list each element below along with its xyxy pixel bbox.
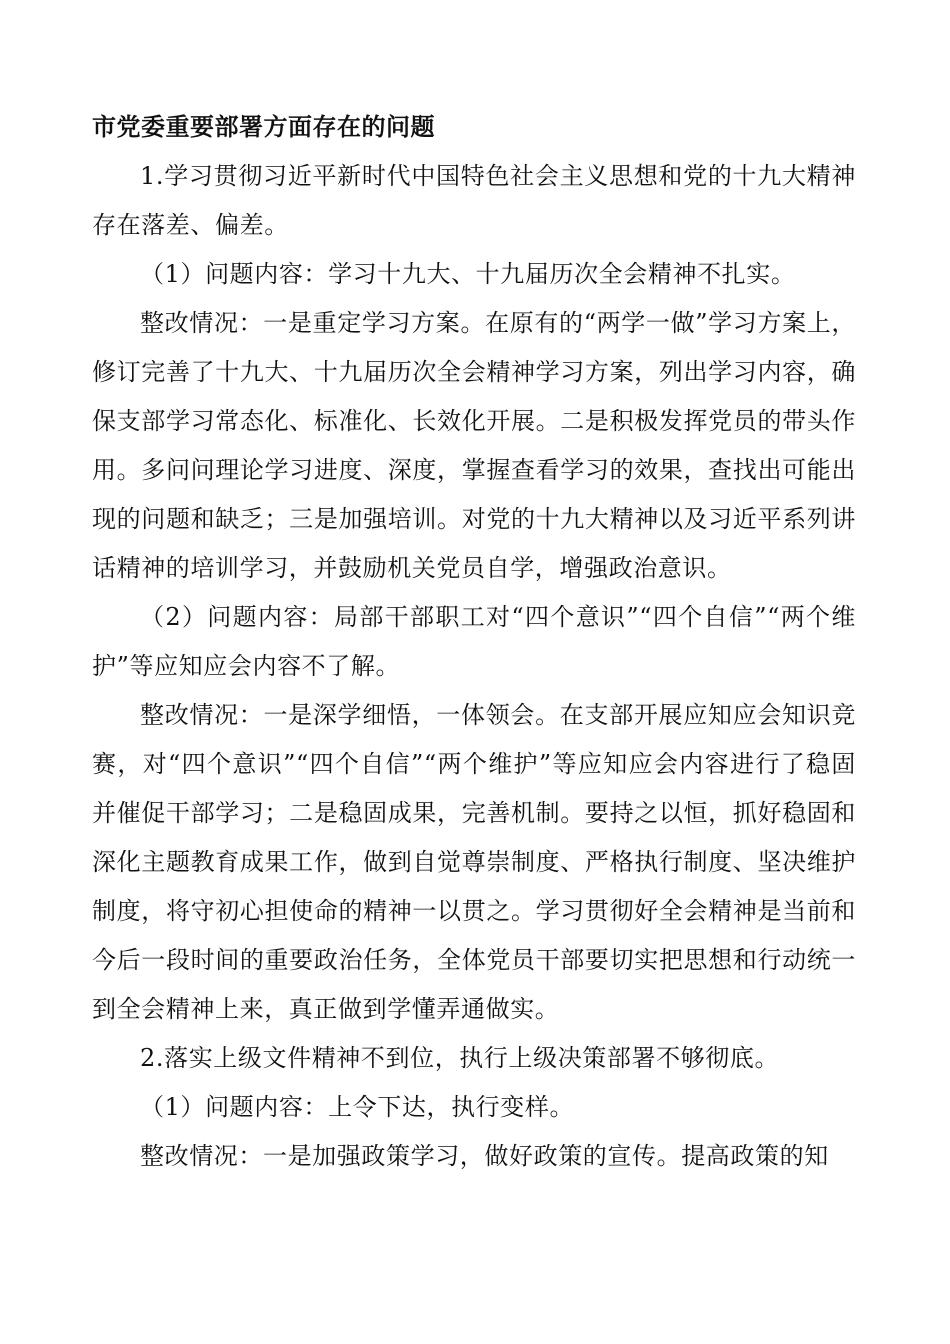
item-2-title: 2.落实上级文件精神不到位，执行上级决策部署不够彻底。	[140, 1044, 780, 1072]
item-2-1-issue: （1）问题内容：上令下达，执行变样。	[140, 1093, 575, 1121]
section-heading: 市党委重要部署方面存在的问题	[92, 113, 435, 141]
document-body	[92, 103, 856, 1181]
item-1-title: 1.学习贯彻习近平新时代中国特色社会主义思想和党的十九大精神存在落差、偏差。	[92, 162, 856, 239]
item-1-2-rectification: 整改情况：一是深学细悟，一体领会。在支部开展应知应会知识竞赛，对“四个意识”“四个自信”“两个维护”等应知应会内容进行了稳固并催促干部学习；二是稳固成果，完善机制。要持之以恒，抓好稳固和深化主题教育成果工作，做到自觉尊崇制度、严格执行制度、坚决维护制度，将守初心担使命的精神一以贯之。学习贯彻好全会精神是当前和今后一段时间的重要政治任务，全体党员干部要切实把思想和行动统一到全会精神上来，真正做到学懂弄通做实。	[92, 701, 856, 1023]
item-1-1-rectification: 整改情况：一是重定学习方案。在原有的“两学一做”学习方案上，修订完善了十九大、十九届历次全会精神学习方案，列出学习内容，确保支部学习常态化、标准化、长效化开展。二是积极发挥党员的带头作用。多问问理论学习进度、深度，掌握查看学习的效果，查找出可能出现的问题和缺乏；三是加强培训。对党的十九大精神以及习近平系列讲话精神的培训学习，并鼓励机关党员自学，增强政治意识。	[92, 309, 856, 582]
item-2-1-rectification: 整改情况：一是加强政策学习，做好政策的宣传。提高政策的知	[140, 1142, 829, 1170]
item-1-2-issue: （2）问题内容：局部干部职工对“四个意识”“四个自信”“两个维护”等应知应会内容不了解。	[92, 603, 856, 680]
item-1-1-issue: （1）问题内容：学习十九大、十九届历次全会精神不扎实。	[140, 260, 796, 288]
